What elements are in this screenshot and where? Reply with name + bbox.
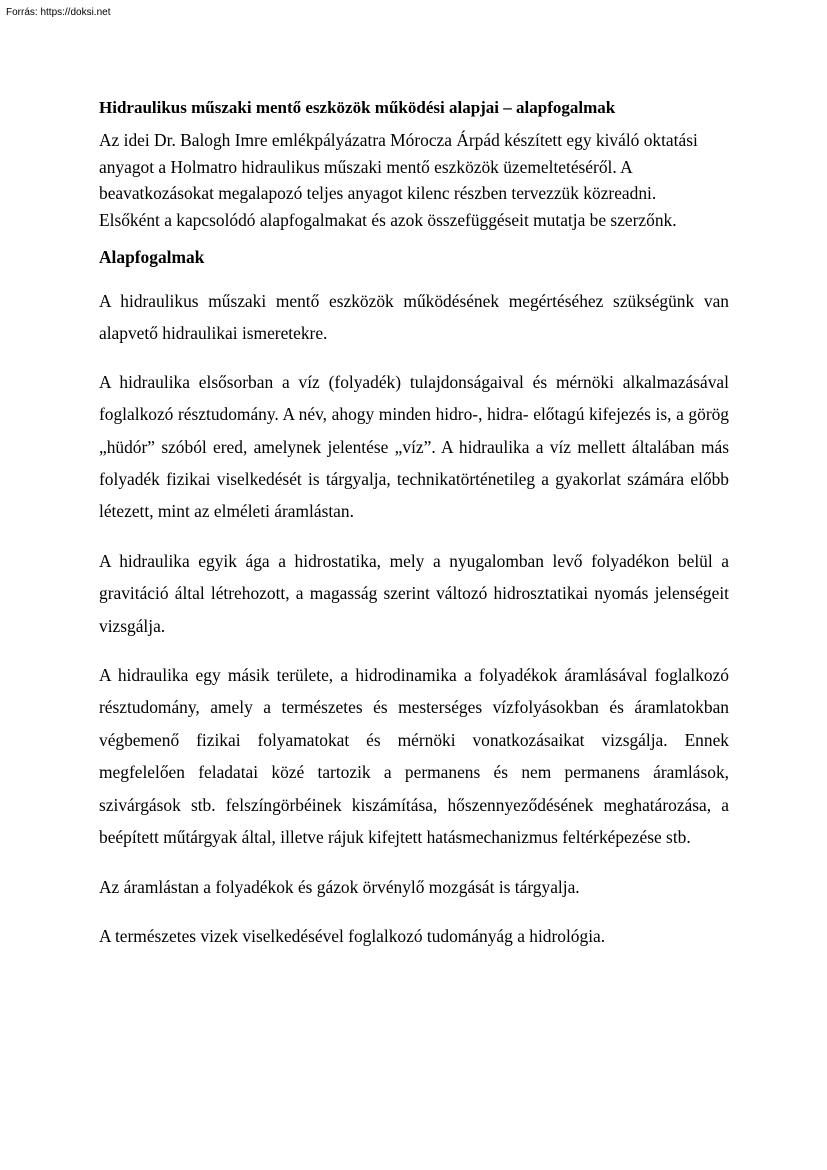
source-note: Forrás: https://doksi.net [6,7,111,18]
body-paragraph-2: A hidraulika elsősorban a víz (folyadék) tulajdonságaival és mérnöki alkalmazásával foglalkozó résztudomány. A név, ahogy minden hidro-, hidra- előtagú kifejezés is, a görög „hüdór” szóból ered, amelynek jelentése „víz”. A hidraulika a víz mellett általában más folyadék fizikai viselkedését is tárgyalja, technikatörténetileg a gyakorlat számára előbb létezett, mint az elméleti áramlástan. [99,371,729,522]
body-paragraph-4: A hidraulika egy másik területe, a hidrodinamika a folyadékok áramlásával foglalkozó résztudomány, amely a természetes és mesterséges vízfolyásokban és áramlatokban végbemenő fizikai folyamatokat és mérnöki vonatkozásaikat vizsgálja. Ennek megfelelően feladatai közé tartozik a permanens és nem permanens áramlások, szivárgások stb. felszíngörbéinek kiszámítása, hőszennyeződésének meghatározása, a beépített műtárgyak által, illetve rájuk kifejtett hatásmechanizmus feltérképezése stb. [99,665,729,848]
body-paragraph-3: A hidraulika egyik ága a hidrostatika, mely a nyugalomban levő folyadékon belül a gravitáció által létrehozott, a magasság szerint változó hidrosztatikai nyomás jelenségeit vizsgálja. [99,550,729,636]
section-title: Alapfogalmak [99,247,205,267]
document-body [99,98,729,952]
body-paragraph-5: Az áramlástan a folyadékok és gázok örvénylő mozgását is tárgyalja. [99,876,580,897]
body-paragraph-6: A természetes vizek viselkedésével foglalkozó tudományág a hidrológia. [99,925,606,946]
body-paragraph-1: A hidraulikus műszaki mentő eszközök működésének megértéséhez szükségünk van alapvető hidraulikai ismeretekre. [99,291,729,344]
intro-paragraph: Az idei Dr. Balogh Imre emlékpályázatra Mórocza Árpád készített egy kiváló oktatási anyagot a Holmatro hidraulikus műszaki mentő eszközök üzemeltetéséről. A beavatkozásokat megalapozó teljes anyagot kilenc részben tervezzük közreadni. Elsőként a kapcsolódó alapfogalmakat és azok összefüggéseit mutatja be szerzőnk. [99,130,698,230]
document-title: Hidraulikus műszaki mentő eszközök működési alapjai – alapfogalmak [99,98,616,117]
